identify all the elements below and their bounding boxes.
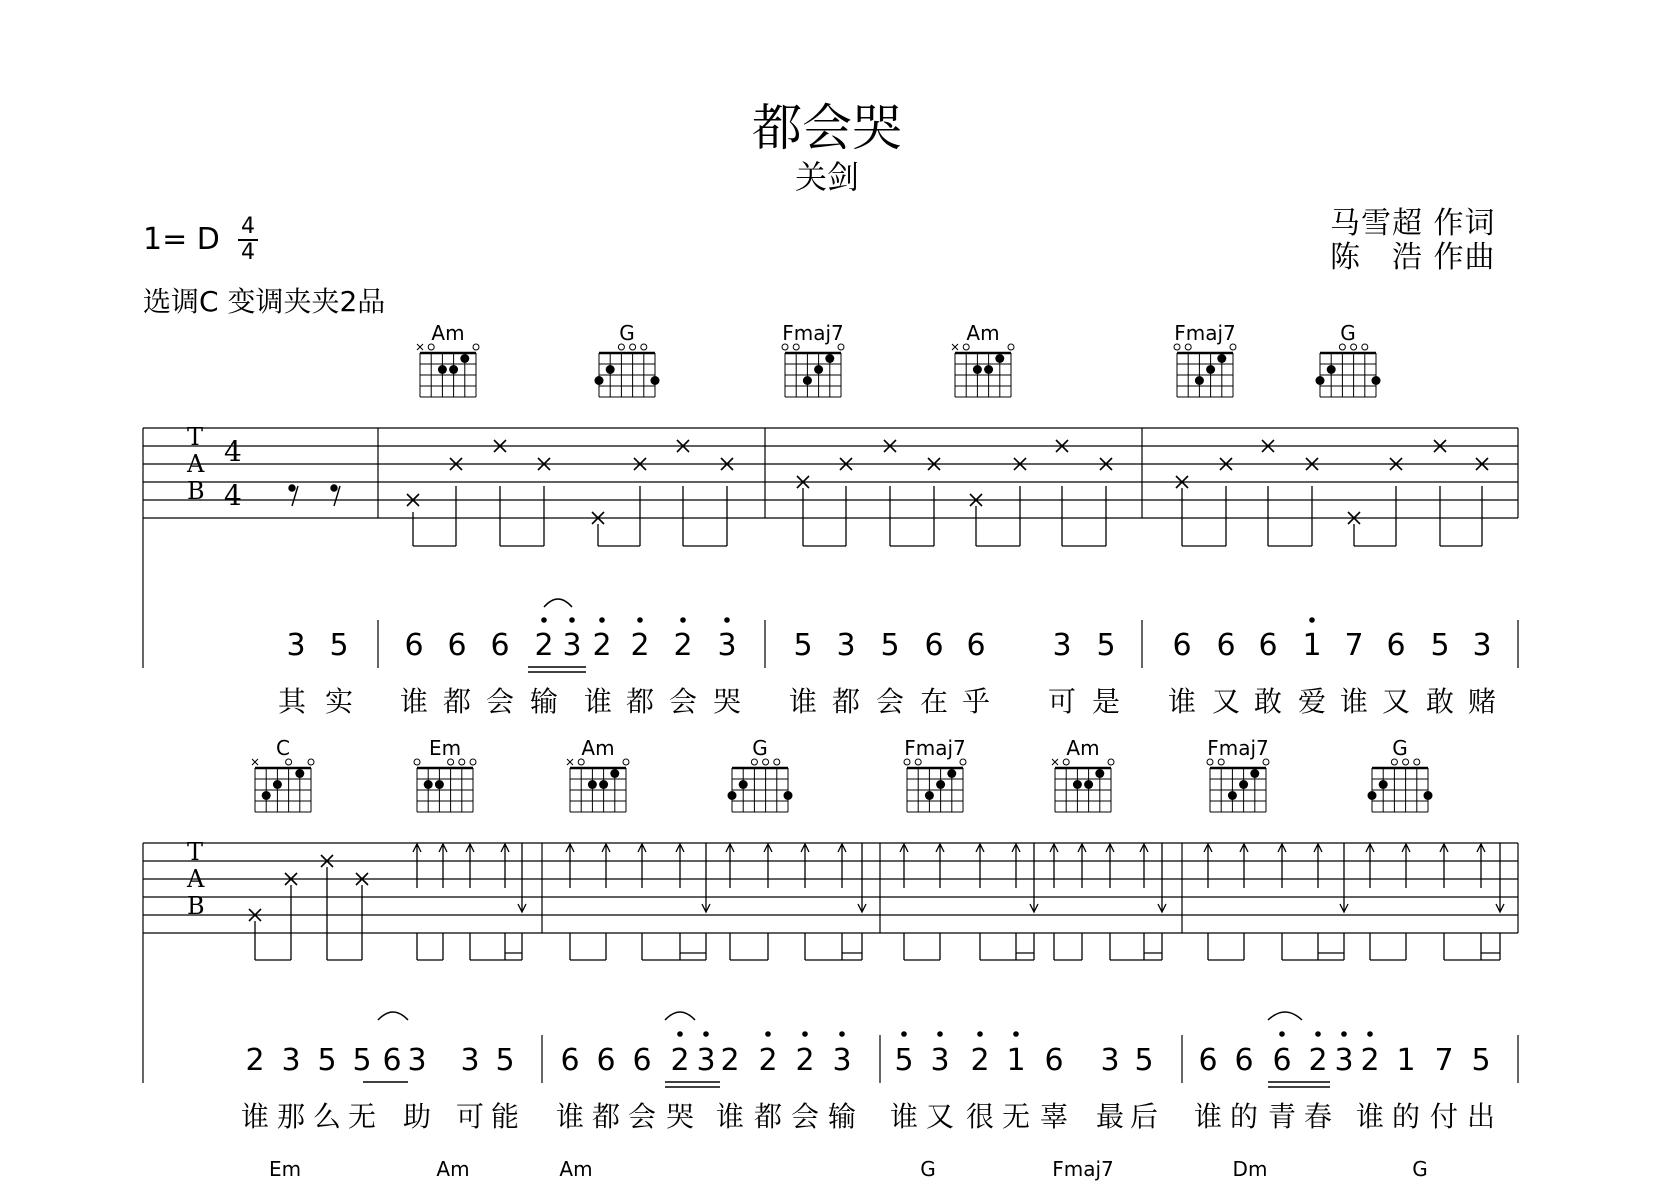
- melody-note: 6: [1216, 628, 1236, 663]
- melody-note: 7: [1434, 1043, 1454, 1078]
- chord-name: G: [619, 321, 635, 345]
- lyric-char: 都: [591, 1100, 620, 1133]
- chord-diagram: [1174, 344, 1236, 397]
- melody-note: 5: [880, 628, 900, 663]
- melody-note: 3: [1334, 1043, 1354, 1078]
- tab-letter-a: A: [187, 450, 205, 478]
- lyric-char: 无: [1001, 1100, 1030, 1133]
- chord-diagram: [414, 759, 476, 812]
- melody-note: 6: [1172, 628, 1192, 663]
- melody-note: 2: [534, 628, 554, 663]
- melody-note: 7: [1344, 628, 1364, 663]
- melody-note: 2: [673, 628, 693, 663]
- lyric-char: 输: [827, 1100, 856, 1133]
- chord-diagram: [567, 759, 629, 812]
- melody-note: 6: [1198, 1043, 1218, 1078]
- chord-diagram: [1207, 759, 1269, 812]
- melody-note: 2: [630, 628, 650, 663]
- melody-note: 3: [286, 628, 306, 663]
- chord-diagram: [1052, 759, 1114, 812]
- melody-note: 2: [1360, 1043, 1380, 1078]
- composer-credit: 陈 浩 作曲: [1330, 240, 1496, 275]
- lyric-char: 青: [1267, 1100, 1296, 1133]
- melody-note: 2: [720, 1043, 740, 1078]
- chord-name: Fmaj7: [904, 736, 966, 760]
- lyric-char: 可: [1047, 685, 1076, 718]
- chord-name: G: [1340, 321, 1356, 345]
- lyric-char: 都: [753, 1100, 782, 1133]
- lyric-char: 会: [875, 685, 904, 718]
- lyric-char: 都: [442, 685, 471, 718]
- melody-note: 3: [407, 1043, 427, 1078]
- melody-note: 1: [1302, 628, 1322, 663]
- lyric-char: 能: [490, 1100, 519, 1133]
- lyric-char: 助: [402, 1100, 431, 1133]
- melody-note: 5: [1430, 628, 1450, 663]
- lyric-char: 那: [276, 1100, 305, 1133]
- chord-diagram: [417, 344, 479, 397]
- lyric-char: 输: [529, 685, 558, 718]
- lyric-char: 其: [277, 685, 306, 718]
- lyric-char: 的: [1229, 1100, 1258, 1133]
- tab-clef-2: [187, 839, 205, 920]
- down-strokes-2: [518, 843, 1504, 912]
- chord-name: C: [276, 736, 290, 760]
- melody-note: 6: [404, 628, 424, 663]
- key-signature: 1= D: [143, 222, 220, 257]
- tab-time-top: 4: [224, 435, 242, 468]
- capo-note: 选调C 变调夹夹2品: [143, 285, 386, 318]
- lyric-char: 谁: [240, 1100, 269, 1133]
- melody-note: 6: [1386, 628, 1406, 663]
- chord-diagram: [728, 759, 793, 812]
- chord-diagram: [252, 759, 314, 812]
- melody-note: 2: [592, 628, 612, 663]
- melody-note: 2: [670, 1043, 690, 1078]
- melody-note: 2: [795, 1043, 815, 1078]
- tab-time-bottom: 4: [224, 479, 242, 512]
- melody-note: 5: [1096, 628, 1116, 663]
- strum-marks-2: [249, 844, 1485, 921]
- lyric-char: 谁: [1339, 685, 1368, 718]
- time-signature-top: 4: [241, 214, 255, 239]
- lyric-char: 谁: [583, 685, 612, 718]
- lyric-char: 谁: [715, 1100, 744, 1133]
- lyric-char: 会: [485, 685, 514, 718]
- melody-note: 5: [894, 1043, 914, 1078]
- lyric-char: 在: [919, 685, 948, 718]
- lyric-char: 爱: [1297, 685, 1326, 718]
- lyric-char: 可: [455, 1100, 484, 1133]
- tab-letter-a: A: [187, 865, 205, 893]
- chord-diagram: [782, 344, 844, 397]
- melody-note: 5: [1134, 1043, 1154, 1078]
- beams-2: [255, 867, 1500, 960]
- lyric-char: 敢: [1425, 685, 1454, 718]
- time-signature-bottom: 4: [241, 240, 255, 265]
- melody-note: 3: [1052, 628, 1072, 663]
- chord-name: Am: [581, 736, 615, 760]
- melody-note: 3: [460, 1043, 480, 1078]
- melody-note: 5: [317, 1043, 337, 1078]
- melody-note: 3: [1100, 1043, 1120, 1078]
- lyric-char: 赌: [1467, 685, 1496, 718]
- lyric-char: 很: [965, 1100, 994, 1133]
- lyric-char: 乎: [961, 685, 990, 718]
- lyric-char: 会: [627, 1100, 656, 1133]
- melody-note: 3: [281, 1043, 301, 1078]
- lyric-char: 出: [1466, 1100, 1495, 1133]
- chord-name: G: [1412, 1157, 1428, 1181]
- melody-note: 1: [1396, 1043, 1416, 1078]
- melody-note: 2: [758, 1043, 778, 1078]
- melody-note: 3: [836, 628, 856, 663]
- melody-note: 6: [632, 1043, 652, 1078]
- beams-1: [413, 486, 1482, 546]
- chord-diagram: [952, 344, 1014, 397]
- melody-note: 3: [832, 1043, 852, 1078]
- lyric-char: 又: [925, 1100, 954, 1133]
- lyric-char: 敢: [1253, 685, 1282, 718]
- chord-name: Dm: [1232, 1157, 1268, 1181]
- melody-note: 2: [1308, 1043, 1328, 1078]
- tab-clef-1: [187, 424, 205, 505]
- melody-note: 2: [970, 1043, 990, 1078]
- chord-diagram: [1368, 759, 1433, 812]
- lyric-char: 付: [1429, 1100, 1458, 1133]
- chord-name: G: [1392, 736, 1408, 760]
- melody-note: 6: [596, 1043, 616, 1078]
- melody-note: 2: [245, 1043, 265, 1078]
- lyric-char: 后: [1129, 1100, 1158, 1133]
- lyric-char: 辜: [1039, 1100, 1068, 1133]
- melody-note: 5: [1471, 1043, 1491, 1078]
- chord-name: Am: [431, 321, 465, 345]
- lyric-char: 谁: [555, 1100, 584, 1133]
- tab-time-signature: [224, 430, 242, 518]
- lyric-char: 谁: [889, 1100, 918, 1133]
- melody-note: 5: [793, 628, 813, 663]
- tab-letter-b: B: [187, 892, 205, 920]
- chord-name: Fmaj7: [1174, 321, 1236, 345]
- melody-note: 6: [382, 1043, 402, 1078]
- lyric-char: 又: [1381, 685, 1410, 718]
- melody-note: 6: [1234, 1043, 1254, 1078]
- song-title: 都会哭: [752, 99, 902, 157]
- lyric-char: 谁: [399, 685, 428, 718]
- melody-note: 6: [447, 628, 467, 663]
- song-artist: 关剑: [794, 158, 859, 196]
- melody-note: 3: [696, 1043, 716, 1078]
- chord-name: Fmaj7: [1052, 1157, 1114, 1181]
- lyric-char: 会: [790, 1100, 819, 1133]
- lyric-char: 都: [831, 685, 860, 718]
- lyric-char: 谁: [1355, 1100, 1384, 1133]
- lyricist-credit: 马雪超 作词: [1330, 206, 1496, 241]
- lyric-char: 谁: [788, 685, 817, 718]
- lyric-char: 哭: [665, 1100, 694, 1133]
- lyric-char: 又: [1211, 685, 1240, 718]
- melody-note: 3: [1472, 628, 1492, 663]
- melody-note: 5: [352, 1043, 372, 1078]
- melody-note: 3: [930, 1043, 950, 1078]
- lyric-char: 实: [324, 685, 353, 718]
- chord-name: Am: [966, 321, 1000, 345]
- chord-name: Am: [559, 1157, 593, 1181]
- tab-letter-b: B: [187, 477, 205, 505]
- melody-note: 6: [966, 628, 986, 663]
- melody-note: 3: [717, 628, 737, 663]
- chord-name: Am: [436, 1157, 470, 1181]
- rest-marks: [289, 485, 340, 506]
- lyric-char: 谁: [1193, 1100, 1222, 1133]
- lyric-char: 春: [1303, 1100, 1332, 1133]
- melody-note: 5: [329, 628, 349, 663]
- melody-note: 6: [924, 628, 944, 663]
- lyric-char: 无: [347, 1100, 376, 1133]
- tab-letter-t: T: [187, 838, 204, 866]
- melody-note: 6: [1272, 1043, 1292, 1078]
- lyric-char: 是: [1091, 685, 1120, 718]
- tab-letter-t: T: [187, 423, 204, 451]
- chord-name: Am: [1066, 736, 1100, 760]
- chord-name: Em: [428, 736, 462, 760]
- lyric-char: 的: [1391, 1100, 1420, 1133]
- lyric-char: 都: [625, 685, 654, 718]
- melody-note: 5: [495, 1043, 515, 1078]
- chord-name: Fmaj7: [782, 321, 844, 345]
- melody-note: 6: [490, 628, 510, 663]
- melody-note: 6: [1044, 1043, 1064, 1078]
- chord-name: G: [920, 1157, 936, 1181]
- lyric-char: 谁: [1167, 685, 1196, 718]
- melody-note: 6: [1258, 628, 1278, 663]
- chord-diagram: [904, 759, 966, 812]
- melody-note: 1: [1006, 1043, 1026, 1078]
- chord-name: Em: [268, 1157, 302, 1181]
- melody-note: 6: [560, 1043, 580, 1078]
- melody-note: 3: [562, 628, 582, 663]
- chord-name: Fmaj7: [1207, 736, 1269, 760]
- lyric-char: 会: [668, 685, 697, 718]
- lyric-char: 么: [312, 1100, 341, 1133]
- lyric-char: 哭: [712, 685, 741, 718]
- chord-diagram: [1316, 344, 1381, 397]
- chord-name: G: [752, 736, 768, 760]
- chord-diagram: [595, 344, 660, 397]
- lyric-char: 最: [1095, 1100, 1124, 1133]
